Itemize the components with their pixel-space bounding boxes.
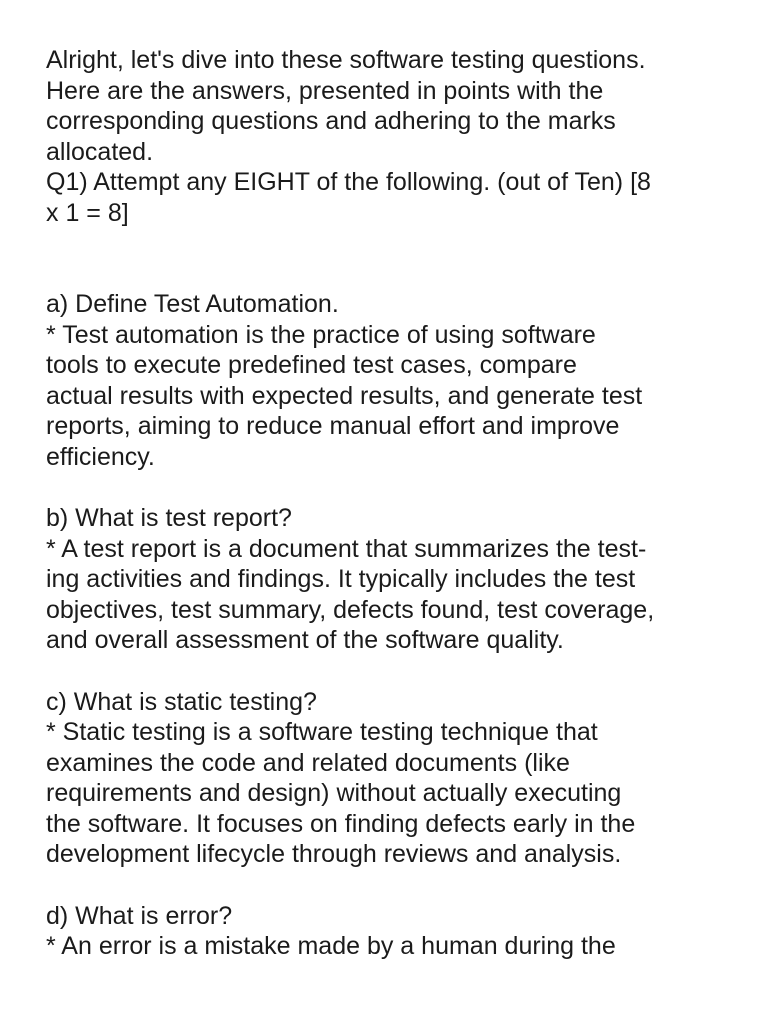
question-title: b) What is test report?	[46, 504, 292, 532]
question-block-d	[46, 901, 736, 962]
spacer	[46, 228, 736, 289]
intro-line: Here are the answers, presented in points with the	[46, 76, 604, 105]
question-title: c) What is static testing?	[46, 687, 317, 716]
intro-line: corresponding questions and adhering to the marks	[46, 107, 616, 135]
answer-line: examines the code and related documents (like	[46, 748, 570, 777]
spacer	[46, 656, 736, 687]
answer-line: efficiency.	[46, 442, 155, 471]
answer-line: ing activities and findings. It typically includes the test	[46, 565, 636, 593]
answer-line: actual results with expected results, and generate test	[46, 381, 643, 410]
question-title: a) Define Test Automation.	[46, 290, 339, 318]
question-title: d) What is error?	[46, 901, 233, 930]
section-heading-line: Q1) Attempt any EIGHT of the following. (out of Ten) [8	[46, 168, 651, 196]
answer-line: * An error is a mistake made by a human during the	[46, 932, 616, 960]
answer-line: development lifecycle through reviews and analysis.	[46, 840, 622, 868]
intro-paragraph	[46, 45, 736, 167]
answer-line: requirements and design) without actually executing	[46, 779, 622, 807]
answer-line: tools to execute predefined test cases, compare	[46, 351, 577, 379]
intro-line: Alright, let's dive into these software testing questions.	[46, 46, 646, 74]
document-body	[46, 45, 736, 962]
intro-line: allocated.	[46, 137, 154, 166]
answer-line: * A test report is a document that summarizes the test-	[46, 534, 647, 563]
spacer	[46, 472, 736, 503]
question-block-c	[46, 687, 736, 870]
question-block-a	[46, 289, 736, 472]
spacer	[46, 870, 736, 901]
answer-line: and overall assessment of the software quality.	[46, 626, 564, 654]
section-heading	[46, 167, 736, 228]
answer-line: the software. It focuses on finding defects early in the	[46, 809, 636, 838]
answer-line: reports, aiming to reduce manual effort and improve	[46, 412, 620, 440]
answer-line: * Static testing is a software testing technique that	[46, 718, 598, 746]
answer-line: objectives, test summary, defects found, test coverage,	[46, 595, 655, 624]
question-block-b	[46, 503, 736, 656]
section-heading-line: x 1 = 8]	[46, 198, 129, 227]
answer-line: * Test automation is the practice of using software	[46, 320, 596, 349]
